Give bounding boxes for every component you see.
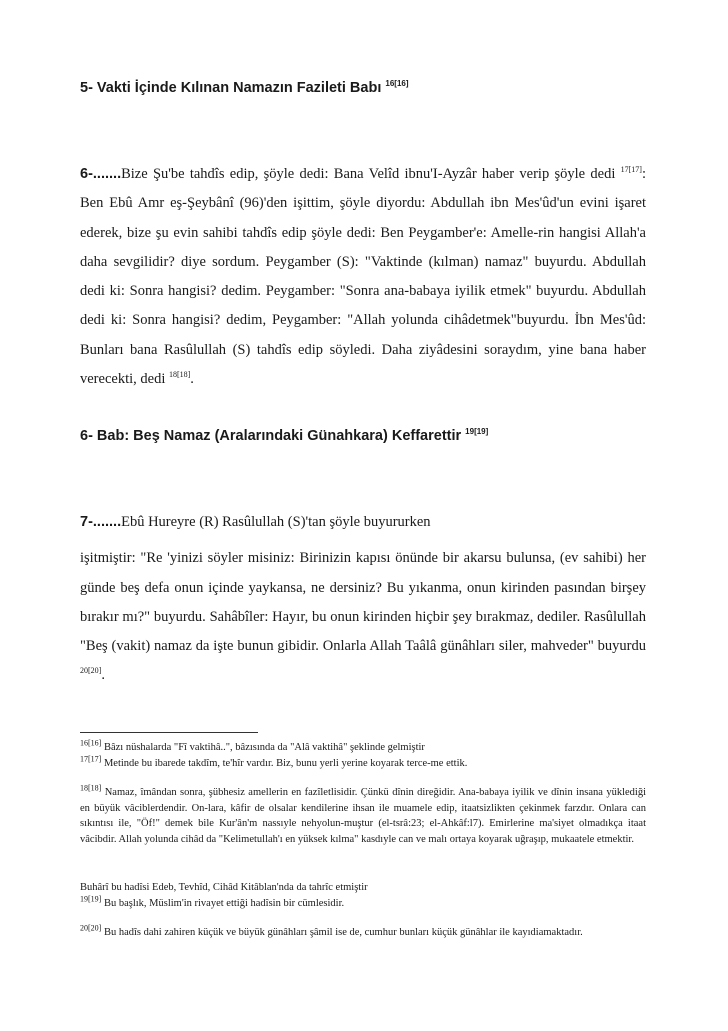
footnote-17 <box>80 756 646 772</box>
footnote-marker: 18[18] <box>80 783 102 793</box>
footnote-18 <box>80 785 646 847</box>
hadith-number: 6-....... <box>80 166 122 182</box>
footnote-text: Bâzı nüshalarda "Fî vaktihâ..", bâzısında da "Alâ vaktihâ" şeklinde gelmiştir <box>101 742 425 753</box>
hadith-number: 7-....... <box>80 514 122 530</box>
footnote-marker: 20[20] <box>80 923 102 933</box>
footnote-marker: 16[16] <box>80 738 102 748</box>
footnote-marker: 17[17] <box>80 754 102 764</box>
footnote-text: Bu hadîs dahi zahiren küçük ve büyük günâhları şâmil ise de, cumhur bunları küçük günâhlar ile kayıdiamaktadır. <box>101 927 583 938</box>
footnote-19 <box>80 896 646 912</box>
heading-text: 5- Vakti İçinde Kılınan Namazın Fazileti Babı <box>80 80 386 96</box>
footnote-text: Bu başlık, Müslim'in rivayet ettiği hadîsin bir cümlesidir. <box>101 898 345 909</box>
hadith-text: Ebû Hureyre (R) Rasûlullah (S)'tan şöyle buyururken <box>121 514 431 530</box>
punctuation: . <box>190 371 194 388</box>
punctuation: . <box>101 667 105 684</box>
section-heading-5 <box>80 80 409 96</box>
hadith-paragraph-6 <box>80 160 646 394</box>
footnote-marker: 19[19] <box>80 894 102 904</box>
footnote-text: Metinde bu ibarede takdîm, te'hîr vardır. Biz, bunu yerli yerine koyarak terce-me ettik. <box>101 758 468 769</box>
footnote-bukhari <box>80 880 646 896</box>
section-heading-6 <box>80 428 488 444</box>
footnote-divider <box>80 732 258 733</box>
heading-text: 6- Bab: Beş Namaz (Aralarındaki Günahkara) Keffarettir <box>80 428 466 444</box>
hadith-text: Bize Şu'be tahdîs edip, şöyle dedi: Bana Velîd ibnu'I-Ayzâr haber verip şöyle dedi <box>121 166 621 182</box>
footnote-text: Buhârî bu hadîsi Edeb, Tevhîd, Cihâd Kitâblan'nda da tahrîc etmiştir <box>80 882 368 893</box>
footnote-ref[interactable]: 18[18] <box>168 370 191 380</box>
footnote-ref[interactable]: 20[20] <box>80 666 102 676</box>
hadith-paragraph-7 <box>80 508 646 691</box>
hadith-text: işitmiştir: "Re 'yinizi söyler misiniz: Birinizin kapısı önünde bir akarsu bulunsa, (ev sahibi) her günde beş defa onun içinde yaykansa, ne dersiniz? Bu yıkanma, onun kirinden pasından birşey bırakır mı?" buyurdu. Sahâbîler: Hayır, bu onun kirinden hiçbir şey bırakmaz, dediler. Rasûlullah "Beş (vakit) namaz da işte bunun gibidir. Onlarla Allah Taâlâ günâhları siler, mahveder" buyurdu <box>80 550 646 655</box>
footnote-ref[interactable]: 16[16] <box>385 79 409 89</box>
hadith-text: : Ben Ebû Amr eş-Şeybânî (96)'den işittim, şöyle diyordu: Abdullah ibn Mes'ûd'un evini işaret ederek, bize şu evin sahibi tahdîs edip şöyle dedi: Ben Peygamber'e: Amelle-rin hangisi Allah'a daha sevgilidir? diye sordum. Peygamber (S): "Vaktinde (kılman) namaz" buyurdu. Abdullah dedi ki: Sonra hangisi? dedim. Peygamber: "Sonra ana-babaya iyilik etmek" buyurdu. Abdullah dedi ki: Sonra hangisi? dedim, Peygamber: "Allah yolunda cihâdetmek"buyurdu. İbn Mes'ûd: Bunları bana Rasûlullah (S) tahdîs edip söyledi. Daha ziyâdesini soraydım, yine bana haber verecekti, dedi <box>80 166 646 388</box>
footnote-16 <box>80 740 646 756</box>
footnote-20 <box>80 925 646 941</box>
footnote-text: Namaz, îmândan sonra, şübhesiz amellerin en fazîletlisidir. Çünkü dînin direğidir. Ana-babaya iyilik ve dînin insana yüklediği en büyük vâciblerdendir. On-lara, kâfir de olsalar kendilerine ihsan ile muamele edip, itaatsizlikten çekinmek farzdır. Onlara can sıkıntısı ile, "Öf!" demek bile Kur'ân'm nassıyle nehyolun-muştur (el-tsrâ:23; el-Ahkâf:l7). Emirlerine ma'siyet olmadıkça itaat vâcibdir. Allah yolunda cihâd da "Kelimetullah'ı en yüksek kılma" kasdıyle can ve malı ortaya koyarak uğraşıp, mukaatele etmektir. <box>80 787 646 845</box>
footnote-ref[interactable]: 19[19] <box>465 427 489 437</box>
footnote-ref[interactable]: 17[17] <box>620 165 642 175</box>
